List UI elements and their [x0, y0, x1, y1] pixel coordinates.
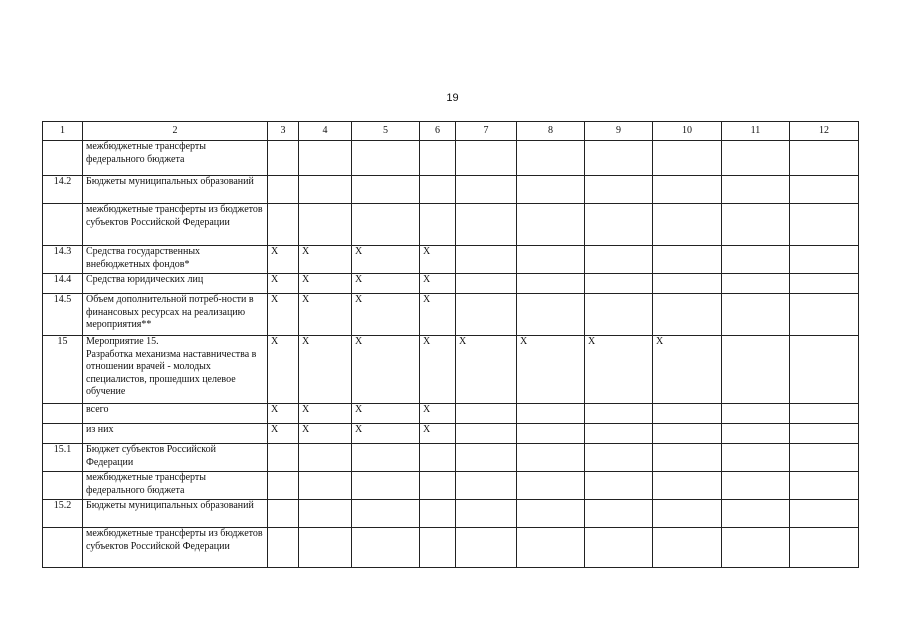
table-row: [43, 246, 859, 274]
mark-cell: [456, 176, 517, 204]
mark-cell: [268, 141, 299, 176]
row-label: Мероприятие 15. Разработка механизма наставничества в отношении врачей - молодых специалистов, прошедших целевое обучение: [83, 336, 268, 404]
mark-cell: [517, 444, 585, 472]
mark-cell: [517, 274, 585, 294]
mark-cell: [585, 141, 653, 176]
row-number: 15.2: [43, 500, 83, 528]
column-header: 4: [299, 122, 352, 141]
mark-cell: [790, 528, 859, 568]
mark-cell: [420, 204, 456, 246]
mark-cell: [722, 528, 790, 568]
mark-cell: X: [352, 274, 420, 294]
row-number: [43, 424, 83, 444]
mark-cell: [790, 500, 859, 528]
mark-cell: [653, 404, 722, 424]
mark-cell: [585, 404, 653, 424]
mark-cell: [456, 141, 517, 176]
mark-cell: [456, 424, 517, 444]
table-row: [43, 528, 859, 568]
mark-cell: [299, 444, 352, 472]
mark-cell: [722, 176, 790, 204]
mark-cell: [790, 336, 859, 404]
table-row: [43, 204, 859, 246]
mark-cell: [352, 472, 420, 500]
mark-cell: [517, 246, 585, 274]
mark-cell: [517, 404, 585, 424]
mark-cell: [352, 444, 420, 472]
mark-cell: [352, 528, 420, 568]
column-header: 3: [268, 122, 299, 141]
mark-cell: X: [585, 336, 653, 404]
row-label: Бюджеты муниципальных образований: [83, 500, 268, 528]
mark-cell: [585, 472, 653, 500]
table-row: [43, 424, 859, 444]
mark-cell: [456, 246, 517, 274]
mark-cell: X: [352, 246, 420, 274]
mark-cell: X: [456, 336, 517, 404]
column-header: 11: [722, 122, 790, 141]
mark-cell: [352, 141, 420, 176]
row-number: [43, 472, 83, 500]
table-row: [43, 404, 859, 424]
mark-cell: [653, 294, 722, 336]
mark-cell: X: [352, 294, 420, 336]
mark-cell: X: [420, 274, 456, 294]
mark-cell: X: [268, 246, 299, 274]
mark-cell: [517, 141, 585, 176]
mark-cell: [268, 444, 299, 472]
mark-cell: [653, 472, 722, 500]
mark-cell: [722, 444, 790, 472]
mark-cell: [299, 141, 352, 176]
table-row: [43, 472, 859, 500]
mark-cell: X: [352, 336, 420, 404]
row-number: 14.3: [43, 246, 83, 274]
row-number: [43, 141, 83, 176]
mark-cell: X: [420, 424, 456, 444]
column-header: 1: [43, 122, 83, 141]
mark-cell: [456, 204, 517, 246]
row-label: межбюджетные трансферты из бюджетов субъектов Российской Федерации: [83, 204, 268, 246]
mark-cell: [722, 404, 790, 424]
row-number: [43, 404, 83, 424]
mark-cell: [790, 472, 859, 500]
mark-cell: [790, 404, 859, 424]
mark-cell: [352, 176, 420, 204]
mark-cell: X: [420, 336, 456, 404]
mark-cell: [653, 424, 722, 444]
row-label: Объем дополнительной потреб-ности в финансовых ресурсах на реализацию мероприятия**: [83, 294, 268, 336]
mark-cell: [456, 404, 517, 424]
mark-cell: [456, 472, 517, 500]
mark-cell: [517, 424, 585, 444]
table-row: [43, 294, 859, 336]
mark-cell: [420, 141, 456, 176]
mark-cell: X: [299, 424, 352, 444]
row-label: межбюджетные трансферты федерального бюджета: [83, 472, 268, 500]
mark-cell: [352, 500, 420, 528]
mark-cell: [268, 176, 299, 204]
row-number: 14.4: [43, 274, 83, 294]
mark-cell: [585, 424, 653, 444]
mark-cell: X: [352, 404, 420, 424]
mark-cell: [299, 472, 352, 500]
mark-cell: [517, 176, 585, 204]
mark-cell: [722, 204, 790, 246]
mark-cell: [420, 528, 456, 568]
mark-cell: [722, 424, 790, 444]
column-header: 8: [517, 122, 585, 141]
mark-cell: X: [517, 336, 585, 404]
mark-cell: [585, 500, 653, 528]
mark-cell: [653, 176, 722, 204]
mark-cell: [653, 500, 722, 528]
mark-cell: [299, 528, 352, 568]
mark-cell: [517, 528, 585, 568]
row-number: 15: [43, 336, 83, 404]
column-header: 5: [352, 122, 420, 141]
mark-cell: [653, 204, 722, 246]
mark-cell: [420, 176, 456, 204]
row-label: Бюджеты муниципальных образований: [83, 176, 268, 204]
mark-cell: [653, 274, 722, 294]
mark-cell: X: [268, 336, 299, 404]
mark-cell: [790, 204, 859, 246]
mark-cell: [790, 246, 859, 274]
mark-cell: [299, 500, 352, 528]
mark-cell: X: [420, 404, 456, 424]
mark-cell: [456, 528, 517, 568]
mark-cell: [585, 274, 653, 294]
mark-cell: [517, 500, 585, 528]
mark-cell: [517, 294, 585, 336]
mark-cell: X: [299, 294, 352, 336]
mark-cell: [790, 294, 859, 336]
mark-cell: [790, 141, 859, 176]
table-row: [43, 444, 859, 472]
row-label: межбюджетные трансферты из бюджетов субъектов Российской Федерации: [83, 528, 268, 568]
mark-cell: X: [352, 424, 420, 444]
mark-cell: [299, 176, 352, 204]
mark-cell: [722, 336, 790, 404]
row-number: 14.5: [43, 294, 83, 336]
mark-cell: X: [299, 246, 352, 274]
mark-cell: [790, 444, 859, 472]
mark-cell: [653, 141, 722, 176]
row-number: [43, 528, 83, 568]
column-header: 7: [456, 122, 517, 141]
row-number: 14.2: [43, 176, 83, 204]
mark-cell: X: [268, 274, 299, 294]
mark-cell: [585, 444, 653, 472]
mark-cell: [420, 472, 456, 500]
mark-cell: X: [268, 294, 299, 336]
mark-cell: [653, 246, 722, 274]
mark-cell: [653, 528, 722, 568]
mark-cell: X: [420, 294, 456, 336]
mark-cell: [268, 528, 299, 568]
mark-cell: X: [268, 424, 299, 444]
mark-cell: [299, 204, 352, 246]
mark-cell: [585, 246, 653, 274]
mark-cell: [790, 176, 859, 204]
mark-cell: [456, 274, 517, 294]
mark-cell: [585, 176, 653, 204]
mark-cell: [722, 141, 790, 176]
mark-cell: X: [653, 336, 722, 404]
row-label: всего: [83, 404, 268, 424]
column-header: 6: [420, 122, 456, 141]
row-label: Средства государственных внебюджетных фондов*: [83, 246, 268, 274]
table-row: [43, 141, 859, 176]
column-header: 12: [790, 122, 859, 141]
mark-cell: [585, 294, 653, 336]
table-row: [43, 336, 859, 404]
mark-cell: X: [268, 404, 299, 424]
row-label: Бюджет субъектов Российской Федерации: [83, 444, 268, 472]
mark-cell: [722, 274, 790, 294]
mark-cell: [722, 500, 790, 528]
row-number: [43, 204, 83, 246]
column-header: 9: [585, 122, 653, 141]
mark-cell: [790, 424, 859, 444]
mark-cell: X: [299, 274, 352, 294]
mark-cell: [517, 204, 585, 246]
row-number: 15.1: [43, 444, 83, 472]
mark-cell: [420, 500, 456, 528]
column-header: 2: [83, 122, 268, 141]
header-row: [43, 122, 859, 141]
mark-cell: [585, 528, 653, 568]
mark-cell: [456, 500, 517, 528]
mark-cell: X: [420, 246, 456, 274]
mark-cell: [268, 500, 299, 528]
table-row: [43, 274, 859, 294]
page-number: 19: [446, 92, 459, 104]
row-label: Средства юридических лиц: [83, 274, 268, 294]
row-label: из них: [83, 424, 268, 444]
mark-cell: [456, 444, 517, 472]
mark-cell: X: [299, 336, 352, 404]
mark-cell: X: [299, 404, 352, 424]
table-body: [43, 122, 859, 568]
mark-cell: [585, 204, 653, 246]
table-row: [43, 500, 859, 528]
column-header: 10: [653, 122, 722, 141]
mark-cell: [456, 294, 517, 336]
table-row: [43, 176, 859, 204]
funding-table: [42, 121, 859, 568]
mark-cell: [517, 472, 585, 500]
mark-cell: [268, 472, 299, 500]
mark-cell: [420, 444, 456, 472]
mark-cell: [268, 204, 299, 246]
mark-cell: [722, 246, 790, 274]
mark-cell: [653, 444, 722, 472]
row-label: межбюджетные трансферты федерального бюджета: [83, 141, 268, 176]
mark-cell: [722, 294, 790, 336]
mark-cell: [790, 274, 859, 294]
mark-cell: [722, 472, 790, 500]
mark-cell: [352, 204, 420, 246]
